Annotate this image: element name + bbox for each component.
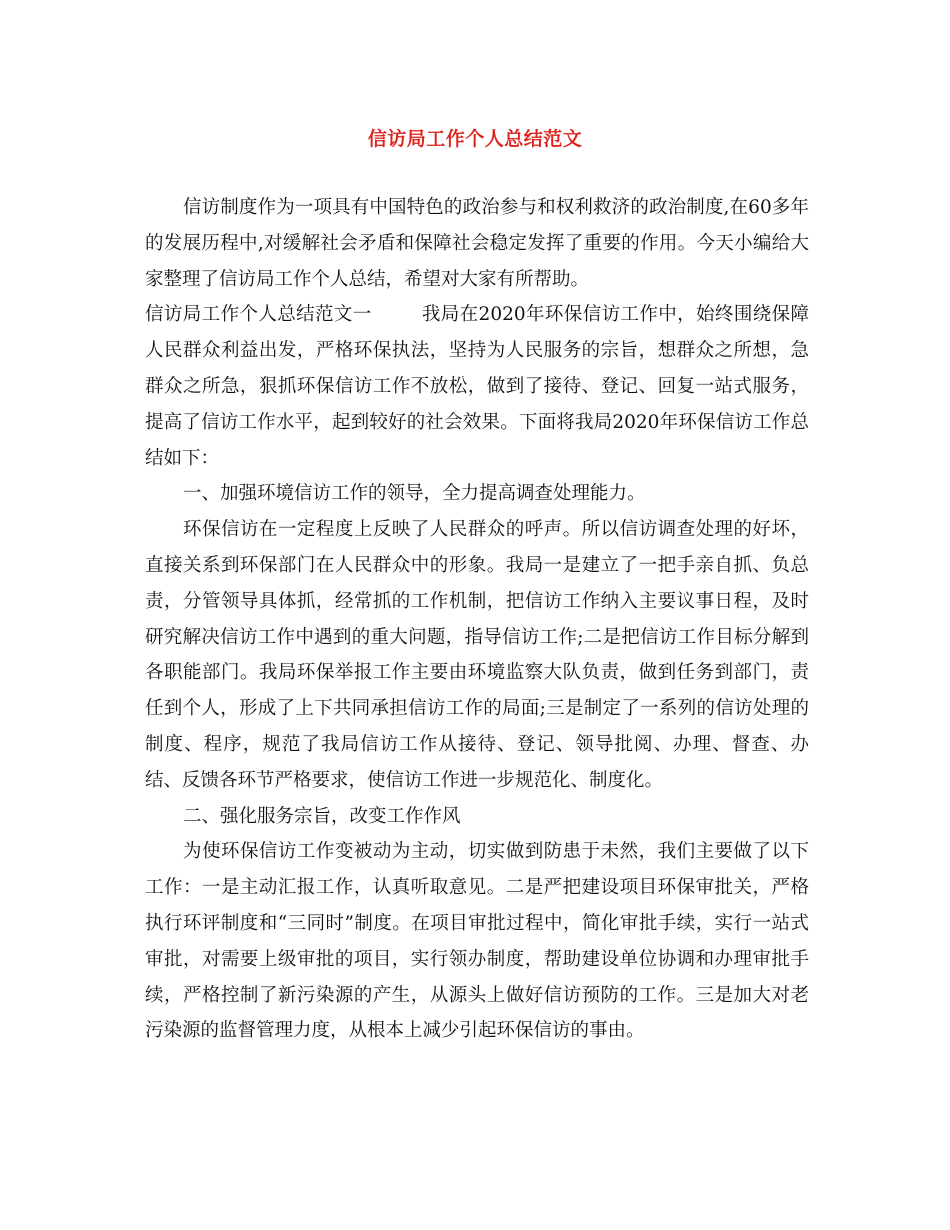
section-2-heading: 二、强化服务宗旨，改变工作作风 xyxy=(183,805,461,827)
document-title: 信访局工作个人总结范文 xyxy=(367,128,583,150)
sample-lead: 我局在2020年环保信访工作中，始终围绕保障人民群众利益出发，严格环保执法，坚持为人民服务的宗旨，想群众之所想，急群众之所急，狠抓环保信访工作不放松，做到了接待、登记、回复一站式服务，提高了信访工作水平，起到较好的社会效果。下面将我局2020年环保信访工作总结如下： xyxy=(145,304,809,469)
intro-paragraph: 信访制度作为一项具有中国特色的政治参与和权利救济的政治制度,在60多年的发展历程中,对缓解社会矛盾和保障社会稳定发挥了重要的作用。今天小编给大家整理了信访局工作个人总结，希望对大家有所帮助。 xyxy=(145,197,809,290)
sample-paragraph xyxy=(145,297,809,476)
section-2-body: 为使环保信访工作变被动为主动，切实做到防患于未然，我们主要做了以下工作：一是主动汇报工作，认真听取意见。二是严把建设项目环保审批关，严格执行环评制度和“三同时”制度。在项目审批过程中，简化审批手续，实行一站式审批，对需要上级审批的项目，实行领办制度，帮助建设单位协调和办理审批手续，严格控制了新污染源的产生，从源头上做好信访预防的工作。三是加大对老污染源的监督管理力度，从根本上减少引起环保信访的事由。 xyxy=(145,841,809,1042)
document-body xyxy=(145,190,809,1049)
heading-gap xyxy=(372,304,422,325)
sample-heading: 信访局工作个人总结范文一 xyxy=(145,304,372,326)
section-1-heading: 一、加强环境信访工作的领导，全力提高调查处理能力。 xyxy=(183,483,646,505)
section-1-body: 环保信访在一定程度上反映了人民群众的呼声。所以信访调查处理的好坏，直接关系到环保部门在人民群众中的形象。我局一是建立了一把手亲自抓、负总责，分管领导具体抓，经常抓的工作机制，把信访工作纳入主要议事日程，及时研究解决信访工作中遇到的重大问题，指导信访工作;二是把信访工作目标分解到各职能部门。我局环保举报工作主要由环境监察大队负责，做到任务到部门，责任到个人，形成了上下共同承担信访工作的局面;三是制定了一系列的信访处理的制度、程序，规范了我局信访工作从接待、登记、领导批阅、办理、督查、办结、反馈各环节严格要求，使信访工作进一步规范化、制度化。 xyxy=(145,519,809,791)
